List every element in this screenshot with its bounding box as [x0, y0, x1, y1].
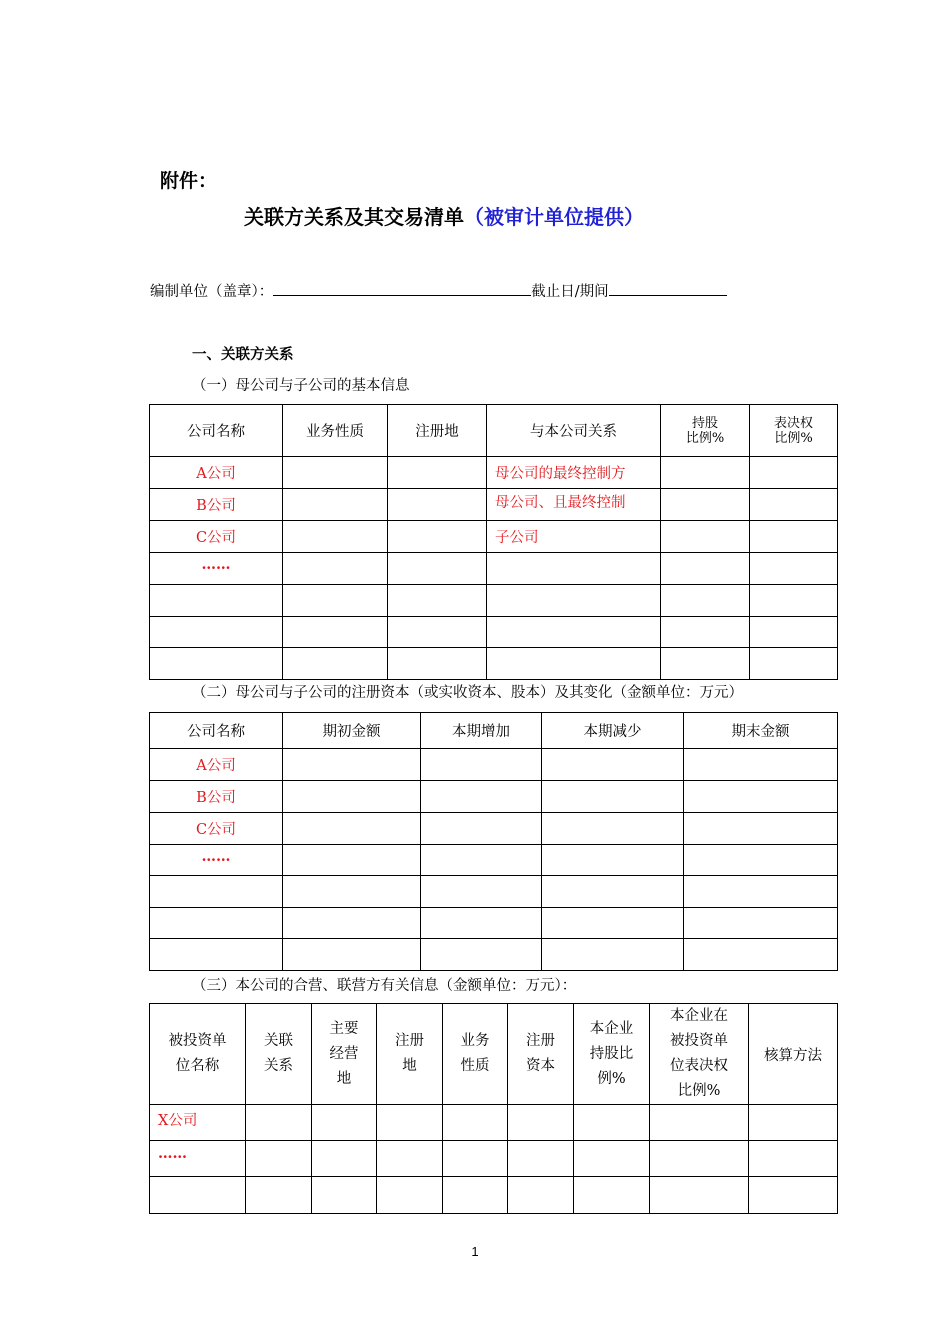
cell[interactable]: [283, 876, 421, 908]
th-line: 位名称: [175, 1058, 220, 1074]
cell[interactable]: [750, 617, 838, 648]
th-accounting-method: [749, 1004, 838, 1105]
cell[interactable]: [661, 617, 750, 648]
table1-caption: （一）母公司与子公司的基本信息: [192, 378, 410, 394]
cell[interactable]: [750, 457, 838, 489]
th-registered-place: [377, 1004, 443, 1105]
table-row: [150, 1177, 838, 1214]
th-main-place: [312, 1004, 377, 1105]
table-row: [150, 781, 838, 813]
date-label: 截止日/期间: [531, 284, 609, 300]
cell[interactable]: [421, 908, 542, 939]
th-line: 例%: [597, 1070, 626, 1087]
cell[interactable]: [684, 845, 838, 876]
cell[interactable]: [150, 648, 283, 680]
cell[interactable]: [388, 521, 487, 553]
cell[interactable]: [283, 845, 421, 876]
cell[interactable]: [750, 489, 838, 521]
table-row: [150, 553, 838, 585]
th-holding-ratio: [574, 1004, 650, 1105]
table-row: [150, 1105, 838, 1141]
th-relation: 与本公司关系: [487, 405, 661, 457]
th-line: 本企业在: [670, 1008, 728, 1024]
th-business: [443, 1004, 508, 1105]
cell[interactable]: [150, 1177, 246, 1214]
cell[interactable]: [283, 939, 421, 971]
row-company: C公司: [150, 521, 283, 553]
cell[interactable]: [150, 585, 283, 617]
cell[interactable]: [508, 1105, 574, 1141]
cell[interactable]: [246, 1177, 312, 1214]
cell[interactable]: [750, 585, 838, 617]
th-line: 持股比: [589, 1045, 634, 1062]
row-company: ……: [150, 845, 283, 876]
cell[interactable]: [661, 648, 750, 680]
cell[interactable]: [246, 1105, 312, 1141]
table2-caption: （二）母公司与子公司的注册资本（或实收资本、股本）及其变化（金额单位：万元）: [192, 685, 743, 701]
page-number: 1: [471, 1244, 479, 1259]
cell[interactable]: [283, 813, 421, 845]
cell[interactable]: [421, 813, 542, 845]
cell[interactable]: [377, 1141, 443, 1177]
cell[interactable]: [283, 489, 388, 521]
th-line: 被投资单: [670, 1033, 728, 1049]
th-line: 核算方法: [764, 1047, 822, 1064]
cell[interactable]: [388, 617, 487, 648]
title-note: （被审计单位提供）: [464, 205, 644, 229]
cell[interactable]: [542, 781, 684, 813]
cell[interactable]: [487, 585, 661, 617]
unit-blank[interactable]: [273, 281, 531, 296]
cell[interactable]: [150, 876, 283, 908]
cell[interactable]: [388, 553, 487, 585]
cell[interactable]: [150, 908, 283, 939]
cell[interactable]: [312, 1177, 377, 1214]
row-company: B公司: [150, 489, 283, 521]
th-holding-ratio: [661, 405, 750, 457]
row-company: A公司: [150, 749, 283, 781]
cell[interactable]: [684, 876, 838, 908]
cell[interactable]: [508, 1141, 574, 1177]
th-investee-name: [150, 1004, 246, 1105]
title-main: 关联方关系及其交易清单: [244, 205, 464, 229]
row-relation: 母公司、且最终控制: [487, 489, 661, 521]
th-closing-amount: 期末金额: [684, 713, 838, 749]
table-row: [150, 648, 838, 680]
table-row: [150, 585, 838, 617]
table-row: [150, 457, 838, 489]
cell[interactable]: [283, 781, 421, 813]
cell[interactable]: [377, 1177, 443, 1214]
cell[interactable]: [684, 781, 838, 813]
cell[interactable]: [421, 781, 542, 813]
cell[interactable]: [661, 457, 750, 489]
th-line: 资本: [526, 1058, 555, 1074]
row-company: X公司: [150, 1105, 246, 1141]
th-line: 地: [336, 1070, 352, 1087]
form-meta-line: [150, 280, 727, 301]
table-row: [150, 939, 838, 971]
cell[interactable]: [283, 585, 388, 617]
cell[interactable]: [283, 521, 388, 553]
cell[interactable]: [487, 648, 661, 680]
unit-label: 编制单位（盖章）：: [150, 284, 274, 300]
cell[interactable]: [421, 939, 542, 971]
cell[interactable]: [421, 845, 542, 876]
table-row: [150, 813, 838, 845]
th-decrease: 本期减少: [542, 713, 684, 749]
th-registered-capital: [508, 1004, 574, 1105]
cell[interactable]: [443, 1141, 508, 1177]
cell[interactable]: [574, 1177, 650, 1214]
table-row: [150, 489, 838, 521]
th-line: 经营: [329, 1045, 359, 1062]
cell[interactable]: [750, 521, 838, 553]
th-increase: 本期增加: [421, 713, 542, 749]
th-line: 主要: [329, 1020, 359, 1037]
th-relation: [246, 1004, 312, 1105]
page-title: [244, 201, 644, 230]
cell[interactable]: [150, 939, 283, 971]
cell[interactable]: [661, 489, 750, 521]
cell[interactable]: [542, 813, 684, 845]
row-company: B公司: [150, 781, 283, 813]
table-row: [150, 749, 838, 781]
table-row: [150, 908, 838, 939]
cell[interactable]: [684, 939, 838, 971]
cell[interactable]: [574, 1105, 650, 1141]
cell[interactable]: [421, 876, 542, 908]
cell[interactable]: [283, 908, 421, 939]
cell[interactable]: [312, 1105, 377, 1141]
cell[interactable]: [574, 1141, 650, 1177]
th-voting-ratio: [650, 1004, 749, 1105]
cell[interactable]: [661, 553, 750, 585]
cell[interactable]: [661, 521, 750, 553]
cell[interactable]: [661, 585, 750, 617]
cell[interactable]: [312, 1141, 377, 1177]
cell[interactable]: [749, 1141, 838, 1177]
th-line: 本企业: [589, 1020, 634, 1037]
cell[interactable]: [650, 1105, 749, 1141]
cell[interactable]: [377, 1105, 443, 1141]
table-row: [150, 1141, 838, 1177]
cell[interactable]: [388, 585, 487, 617]
th-voting-ratio: [750, 405, 838, 457]
th-business: 业务性质: [283, 405, 388, 457]
th-line: 地: [402, 1058, 417, 1074]
th-line: 比例%: [677, 1083, 721, 1099]
cell[interactable]: [542, 749, 684, 781]
attachment-label: 附件：: [160, 170, 218, 192]
cell[interactable]: [542, 845, 684, 876]
cell[interactable]: [421, 749, 542, 781]
th-company-name: 公司名称: [150, 405, 283, 457]
th-line: 关系: [264, 1058, 293, 1074]
cell[interactable]: [283, 553, 388, 585]
row-relation: 母公司的最终控制方: [487, 457, 661, 489]
table-joint-ventures: [149, 1003, 838, 1214]
cell[interactable]: [443, 1105, 508, 1141]
cell[interactable]: [388, 457, 487, 489]
th-voting-l1: 表决权: [773, 415, 813, 431]
cell[interactable]: [542, 908, 684, 939]
th-company-name: 公司名称: [150, 713, 283, 749]
th-registered-place: 注册地: [388, 405, 487, 457]
cell[interactable]: [508, 1177, 574, 1214]
cell[interactable]: [542, 876, 684, 908]
cell[interactable]: [388, 648, 487, 680]
th-line: 性质: [460, 1058, 490, 1074]
cell[interactable]: [388, 489, 487, 521]
cell[interactable]: [443, 1177, 508, 1214]
cell[interactable]: [750, 648, 838, 680]
row-company: A公司: [150, 457, 283, 489]
cell[interactable]: [283, 749, 421, 781]
row-company: ……: [150, 553, 283, 585]
row-relation: 子公司: [487, 521, 661, 553]
cell[interactable]: [283, 648, 388, 680]
table-basic-info: [149, 404, 838, 680]
th-line: 位表决权: [670, 1058, 728, 1074]
cell[interactable]: [750, 553, 838, 585]
cell[interactable]: [487, 617, 661, 648]
cell[interactable]: [487, 553, 661, 585]
cell[interactable]: [749, 1105, 838, 1141]
th-voting-l2: 比例%: [774, 430, 813, 446]
th-line: 注册: [395, 1033, 424, 1049]
table-row: [150, 876, 838, 908]
section-heading: 一、关联方关系: [192, 347, 294, 363]
th-holding-l2: 比例%: [685, 430, 725, 446]
th-line: 关联: [264, 1033, 293, 1049]
cell[interactable]: [684, 813, 838, 845]
date-blank[interactable]: [609, 281, 727, 296]
table-row: [150, 521, 838, 553]
row-company: C公司: [150, 813, 283, 845]
cell[interactable]: [650, 1177, 749, 1214]
cell[interactable]: [749, 1177, 838, 1214]
cell[interactable]: [650, 1141, 749, 1177]
th-opening-amount: 期初金额: [283, 713, 421, 749]
cell[interactable]: [684, 908, 838, 939]
table3-caption: （三）本公司的合营、联营方有关信息（金额单位：万元）：: [192, 978, 577, 994]
cell[interactable]: [684, 749, 838, 781]
th-line: 被投资单: [168, 1033, 227, 1049]
cell[interactable]: [283, 457, 388, 489]
row-company: ……: [150, 1141, 246, 1177]
cell[interactable]: [150, 617, 283, 648]
table-row: [150, 617, 838, 648]
cell[interactable]: [542, 939, 684, 971]
th-holding-l1: 持股: [691, 415, 718, 431]
table-registered-capital: [149, 712, 838, 971]
th-line: 业务: [460, 1033, 490, 1049]
cell[interactable]: [246, 1141, 312, 1177]
cell[interactable]: [283, 617, 388, 648]
table-row: [150, 845, 838, 876]
th-line: 注册: [526, 1033, 555, 1049]
